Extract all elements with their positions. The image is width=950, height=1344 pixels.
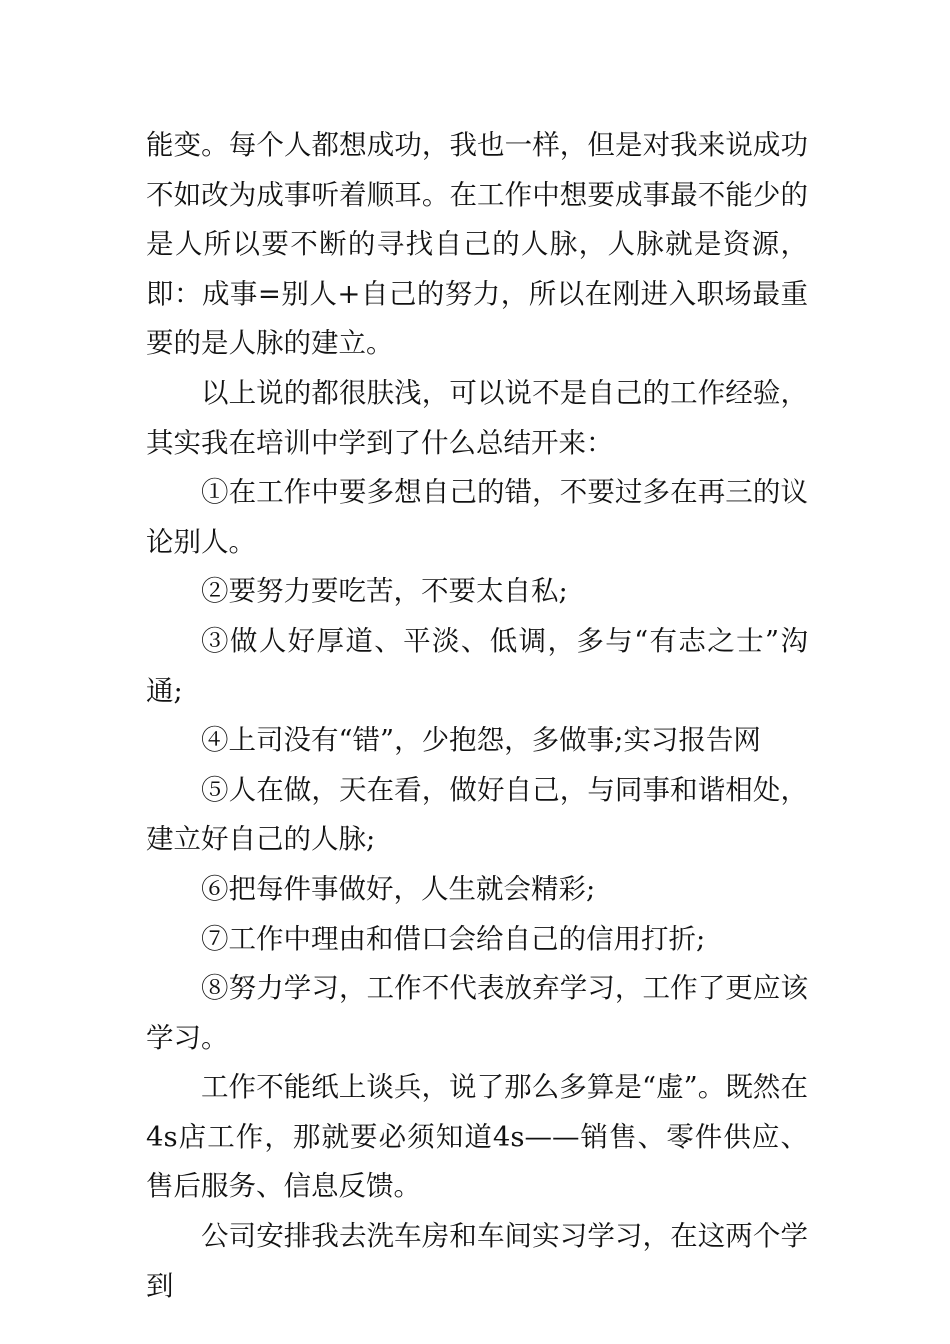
paragraph-5: ③做人好厚道、平淡、低调，多与“有志之士”沟通; xyxy=(146,624,808,707)
paragraph-10: ⑧努力学习，工作不代表放弃学习，工作了更应该学习。 xyxy=(146,972,808,1054)
paragraph-11: 工作不能纸上谈兵，说了那么多算是“虚”。既然在4s店工作，那就要必须知道4s——销售、零件供应、售后服务、信息反馈。 xyxy=(146,1071,808,1203)
document-body xyxy=(146,121,808,1311)
paragraph-12: 公司安排我去洗车房和车间实习学习，在这两个学到 xyxy=(146,1220,808,1302)
paragraph-8: ⑥把每件事做好，人生就会精彩; xyxy=(201,872,596,905)
paragraph-4: ②要努力要吃苦，不要太自私; xyxy=(201,575,568,608)
paragraph-6: ④上司没有“错”，少抱怨，多做事;实习报告网 xyxy=(201,724,761,757)
paragraph-7: ⑤人在做，天在看，做好自己，与同事和谐相处，建立好自己的人脉; xyxy=(146,773,808,856)
paragraph-1: 能变。每个人都想成功，我也一样，但是对我来说成功不如改为成事听着顺耳。在工作中想要成事最不能少的是人所以要不断的寻找自己的人脉，人脉就是资源，即：成事=别人+自己的努力，所以在刚进入职场最重要的是人脉的建立。 xyxy=(146,129,808,360)
paragraph-2: 以上说的都很肤浅，可以说不是自己的工作经验，其实我在培训中学到了什么总结开来： xyxy=(146,376,808,459)
paragraph-9: ⑦工作中理由和借口会给自己的信用打折; xyxy=(201,922,706,955)
paragraph-3: ①在工作中要多想自己的错，不要过多在再三的议论别人。 xyxy=(146,476,808,558)
